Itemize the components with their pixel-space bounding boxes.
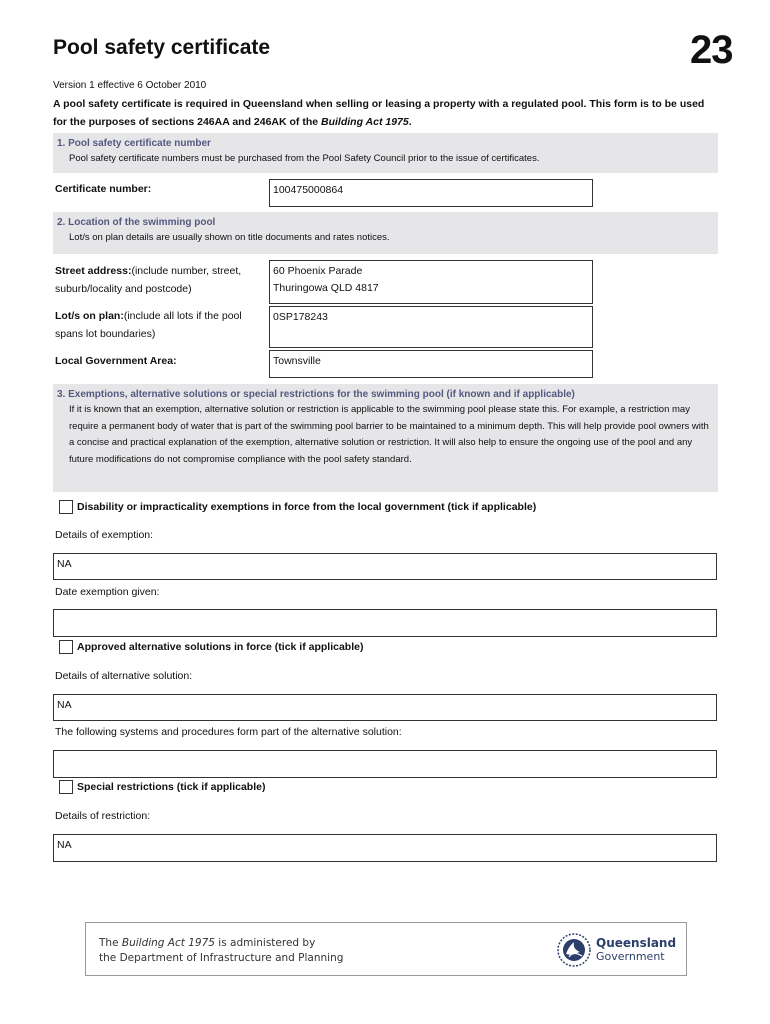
alternative-details-label: Details of alternative solution: bbox=[55, 670, 193, 682]
intro-text bbox=[53, 95, 718, 131]
restriction-checkbox[interactable] bbox=[59, 780, 73, 794]
lot-on-plan-label-bold: Lot/s on plan: bbox=[55, 310, 124, 322]
street-address-line2: Thuringowa QLD 4817 bbox=[273, 282, 379, 294]
exemption-checkbox[interactable] bbox=[59, 500, 73, 514]
exemption-checkbox-row bbox=[59, 500, 536, 514]
exemption-checkbox-label: Disability or impracticality exemptions in force from the local government (tick if applicable) bbox=[77, 501, 537, 513]
section-3-note: If it is known that an exemption, alternative solution or restriction is applicable to the swimming pool please state this. For example, a restriction may require a permanent body of water that is part of the swimming pool barrier to be maintained to a minimum depth. This will help provide pool owners with a concise and practical explanation of the exemption, alternative solution or restriction. It will also help to ensure the ongoing use of the pool and any future modifications do not compromise compliance with the pool safety standard. bbox=[69, 404, 709, 465]
version-text: Version 1 effective 6 October 2010 bbox=[53, 80, 207, 91]
restriction-checkbox-row bbox=[59, 780, 265, 794]
footer-act-name: Building Act 1975 bbox=[121, 937, 215, 949]
footer-line1-pre: The bbox=[99, 937, 122, 949]
lga-label bbox=[55, 352, 177, 370]
lot-on-plan-label bbox=[55, 307, 242, 343]
logo-line2: Government bbox=[596, 950, 665, 963]
restriction-details-value: NA bbox=[57, 839, 72, 851]
exemption-details-value: NA bbox=[57, 558, 72, 570]
section-1-band bbox=[53, 133, 718, 173]
queensland-crest-icon bbox=[556, 932, 592, 968]
lot-on-plan-label-line2: spans lot boundaries) bbox=[55, 328, 156, 340]
street-address-label-rest: (include number, street, bbox=[131, 265, 242, 277]
certificate-number-label-text: Certificate number: bbox=[55, 183, 152, 195]
restriction-checkbox-label: Special restrictions (tick if applicable) bbox=[77, 781, 266, 793]
form-number: 23 bbox=[690, 28, 733, 72]
queensland-government-logo bbox=[556, 932, 676, 968]
alternative-checkbox-label: Approved alternative solutions in force (tick if applicable) bbox=[77, 641, 364, 653]
lot-on-plan-field[interactable] bbox=[269, 306, 593, 348]
lga-field[interactable] bbox=[269, 350, 593, 378]
section-3-heading: 3. Exemptions, alternative solutions or special restrictions for the swimming pool (if known and if applicable) bbox=[57, 389, 575, 400]
street-address-label-bold: Street address: bbox=[55, 265, 132, 277]
street-address-label bbox=[55, 262, 241, 298]
alternative-systems-field[interactable] bbox=[53, 750, 717, 778]
alternative-checkbox-row bbox=[59, 640, 363, 654]
alternative-details-value: NA bbox=[57, 699, 72, 711]
intro-end: . bbox=[408, 116, 412, 128]
exemption-date-field[interactable] bbox=[53, 609, 717, 637]
street-address-line1: 60 Phoenix Parade bbox=[273, 265, 363, 277]
lot-on-plan-label-rest: (include all lots if the pool bbox=[123, 310, 242, 322]
footer-line2: the Department of Infrastructure and Planning bbox=[99, 952, 344, 964]
section-2-heading: 2. Location of the swimming pool bbox=[57, 217, 216, 228]
page-title: Pool safety certificate bbox=[53, 36, 271, 59]
section-2-band bbox=[53, 212, 718, 254]
footer-box bbox=[85, 922, 687, 976]
lga-label-text: Local Government Area: bbox=[55, 355, 177, 367]
section-1-note: Pool safety certificate numbers must be purchased from the Pool Safety Council prior to the issue of certificates. bbox=[69, 153, 540, 164]
alternative-systems-label: The following systems and procedures form part of the alternative solution: bbox=[55, 726, 402, 738]
section-2-note: Lot/s on plan details are usually shown on title documents and rates notices. bbox=[69, 232, 390, 243]
restriction-details-label: Details of restriction: bbox=[55, 810, 151, 822]
logo-line1: Queensland bbox=[596, 936, 677, 950]
lot-on-plan-value: 0SP178243 bbox=[273, 311, 328, 323]
footer-text bbox=[99, 936, 343, 966]
alternative-checkbox[interactable] bbox=[59, 640, 73, 654]
intro-part1: A pool safety certificate is required in Queensland when selling or leasing a property with a regulated pool. This form is to be used for the purposes of sections 246AA and 246AK of the bbox=[53, 98, 705, 128]
exemption-details-field[interactable] bbox=[53, 553, 717, 580]
section-3-band bbox=[53, 384, 718, 492]
certificate-number-label bbox=[55, 180, 151, 198]
certificate-number-value: 100475000864 bbox=[273, 184, 344, 196]
section-1-heading: 1. Pool safety certificate number bbox=[57, 138, 211, 149]
footer-line1-post: is administered by bbox=[214, 937, 316, 949]
street-address-field[interactable] bbox=[269, 260, 593, 304]
intro-act-name: Building Act 1975 bbox=[321, 116, 409, 128]
certificate-number-field[interactable] bbox=[269, 179, 593, 207]
queensland-government-wordmark bbox=[596, 936, 676, 964]
lga-value: Townsville bbox=[273, 355, 321, 367]
alternative-details-field[interactable] bbox=[53, 694, 717, 721]
restriction-details-field[interactable] bbox=[53, 834, 717, 862]
street-address-label-line2: suburb/locality and postcode) bbox=[55, 283, 192, 295]
exemption-details-label: Details of exemption: bbox=[55, 529, 154, 541]
exemption-date-label: Date exemption given: bbox=[55, 586, 160, 598]
